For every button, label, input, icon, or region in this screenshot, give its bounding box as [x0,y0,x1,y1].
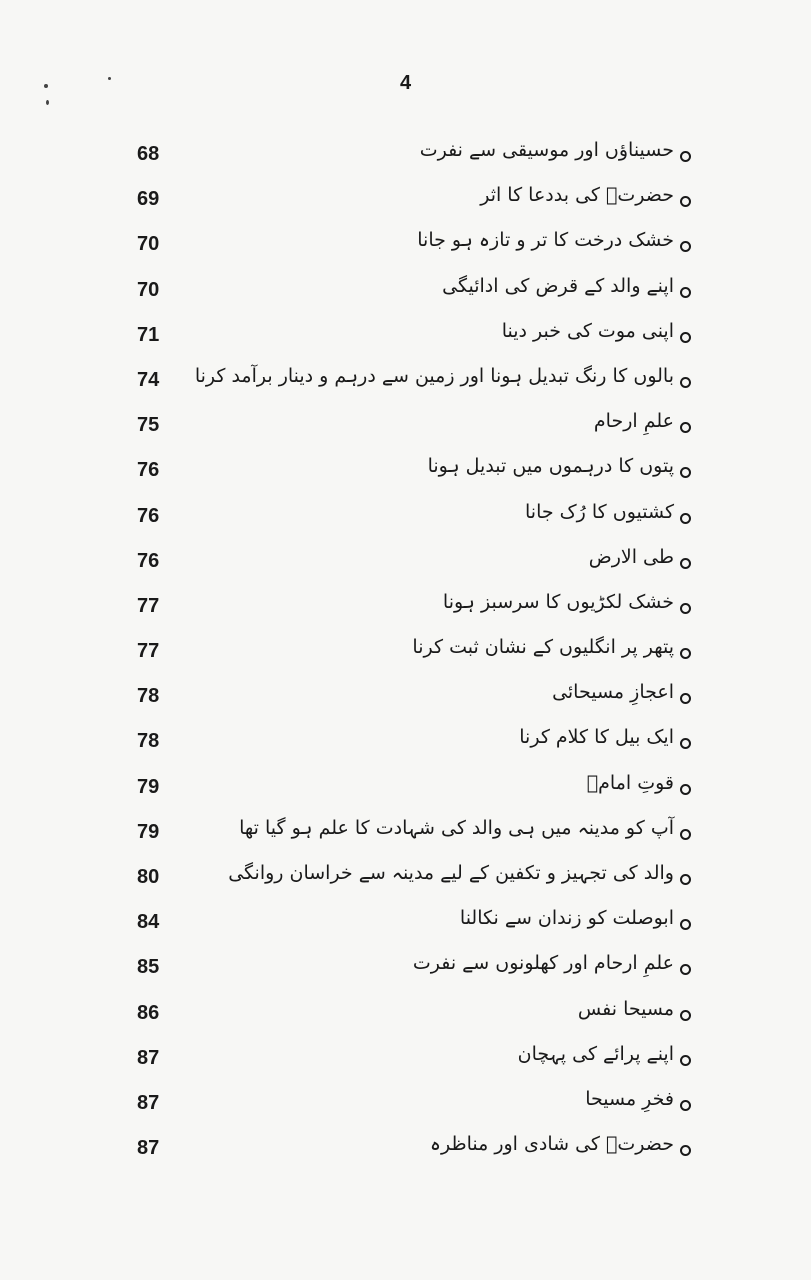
toc-entry [0,679,811,724]
toc-entry [0,499,811,544]
toc-page-number: 80 [137,866,160,888]
toc-title: حسیناؤں اور موسیقی سے نفرت [419,139,674,161]
circle-bullet-icon [680,784,691,795]
toc-entry [0,770,811,815]
toc-title: اعجازِ مسیحائی [552,681,674,704]
circle-bullet-icon [680,738,691,749]
circle-bullet-icon [680,919,691,930]
toc-page-number: 75 [137,414,160,437]
toc-entry [0,1041,811,1086]
toc-page-number: 69 [137,188,160,211]
toc-entry [0,996,811,1041]
toc-page-number: 71 [137,323,160,346]
toc-entry [0,453,811,498]
toc-page-number: 78 [137,730,160,753]
toc-title: اپنی موت کی خبر دینا [501,319,674,342]
scan-speck [108,77,111,80]
toc-entry [0,363,811,408]
toc-title: خشک درخت کا تر و تازہ ہو جانا [417,229,674,252]
toc-title: علمِ ارحام [593,410,674,433]
toc-page-number: 87 [137,1046,160,1069]
toc-entry [0,1131,811,1176]
toc-title: قوتِ امامؑ [586,771,674,794]
toc-entry [0,724,811,769]
toc-entry [0,589,811,634]
toc-page-number: 78 [137,685,160,708]
toc-page-number: 79 [137,820,160,843]
toc-title: آپ کو مدینہ میں ہی والد کی شہادت کا علم ہو گیا تھا [239,816,674,839]
scan-speck [46,100,49,105]
toc-page-number: 76 [137,549,160,572]
toc-page-number: 68 [137,143,160,165]
toc-page-number: 76 [137,459,160,482]
circle-bullet-icon [680,1010,691,1021]
circle-bullet-icon [680,151,691,162]
table-of-contents [0,137,811,1176]
toc-page-number: 74 [137,368,160,391]
circle-bullet-icon [680,241,691,252]
toc-title: حضرتؑ کی شادی اور مناظرہ [429,1133,674,1156]
toc-page-number: 84 [137,911,160,934]
toc-entry [0,318,811,363]
toc-entry [0,137,811,182]
toc-title: پتھر پر انگلیوں کے نشان ثبت کرنا [412,636,674,659]
toc-entry [0,905,811,950]
circle-bullet-icon [680,964,691,975]
toc-title: اپنے پرائے کی پہچان [517,1042,674,1065]
toc-entry [0,544,811,589]
toc-title: ایک بیل کا کلام کرنا [519,726,674,749]
circle-bullet-icon [680,829,691,840]
circle-bullet-icon [680,422,691,433]
circle-bullet-icon [680,196,691,207]
toc-page-number: 77 [137,640,160,663]
toc-title: علمِ ارحام اور کھلونوں سے نفرت [412,952,674,975]
circle-bullet-icon [680,467,691,478]
toc-page-number: 70 [137,233,160,256]
toc-title: پتوں کا درہموں میں تبدیل ہونا [427,455,674,478]
circle-bullet-icon [680,693,691,704]
toc-title: حضرتؑ کی بددعا کا اثر [480,184,674,207]
circle-bullet-icon [680,558,691,569]
scan-speck [44,84,48,88]
page-number: 4 [399,72,412,94]
toc-entry [0,227,811,272]
toc-title: اپنے والد کے قرض کی ادائیگی [442,274,674,297]
circle-bullet-icon [680,332,691,343]
toc-entry [0,634,811,679]
toc-title: مسیحا نفس [577,997,674,1020]
circle-bullet-icon [680,1100,691,1111]
toc-title: کشتیوں کا رُک جانا [525,500,674,523]
circle-bullet-icon [680,874,691,885]
toc-entry [0,408,811,453]
toc-page-number: 86 [137,1001,160,1024]
toc-page-number: 87 [137,1137,160,1160]
circle-bullet-icon [680,603,691,614]
toc-title: والد کی تجہیز و تکفین کے لیے مدینہ سے خراسان روانگی [228,862,674,884]
toc-entry [0,860,811,905]
toc-page-number: 79 [137,775,160,798]
toc-title: خشک لکڑیوں کا سرسبز ہونا [442,590,674,613]
toc-title: بالوں کا رنگ تبدیل ہونا اور زمین سے درہم و دینار برآمد کرنا [194,364,674,387]
toc-entry [0,182,811,227]
toc-title: فخرِ مسیحا [585,1087,674,1110]
toc-page-number: 85 [137,956,160,979]
circle-bullet-icon [680,513,691,524]
toc-page-number: 87 [137,1091,160,1114]
toc-entry [0,950,811,995]
circle-bullet-icon [680,648,691,659]
circle-bullet-icon [680,1145,691,1156]
circle-bullet-icon [680,287,691,298]
toc-page-number: 76 [137,504,160,527]
circle-bullet-icon [680,1055,691,1066]
toc-title: ابوصلت کو زندان سے نکالنا [459,907,674,930]
circle-bullet-icon [680,377,691,388]
toc-entry [0,1086,811,1131]
toc-entry [0,815,811,860]
toc-entry [0,273,811,318]
toc-page-number: 77 [137,594,160,617]
toc-page-number: 70 [137,278,160,301]
toc-title: طی الارض [588,545,674,568]
